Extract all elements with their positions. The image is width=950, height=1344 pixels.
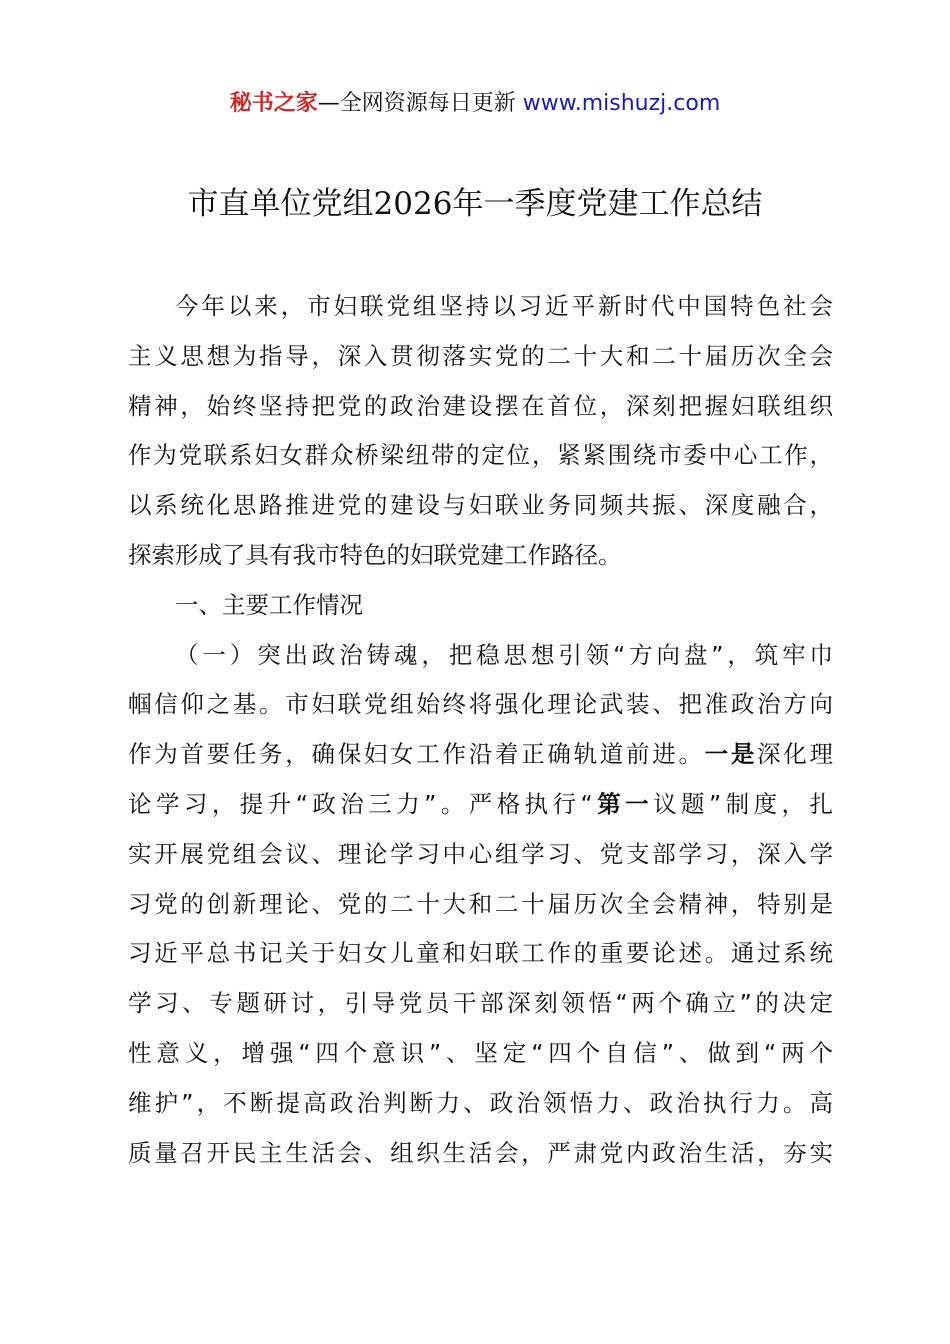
paragraph-line: 维护”，不断提高政治判断力、政治领悟力、政治执行力。高 [128, 1088, 833, 1117]
site-header [0, 88, 950, 120]
line-text: 论学习，提升“政治三力”。严格执行“ [128, 789, 593, 818]
paragraph-line: 习党的创新理论、党的二十大和二十届历次全会精神，特别是 [128, 889, 833, 918]
line-text: 深化理 [757, 740, 833, 769]
paragraph-line: 实开展党组会议、理论学习中心组学习、党支部学习，深入学 [128, 839, 833, 868]
site-tagline: —全网资源每日更新 [317, 91, 523, 116]
document-title: 市直单位党组2026年一季度党建工作总结 [187, 186, 763, 222]
paragraph-line: 精神，始终坚持把党的政治建设摆在首位，深刻把握妇联组织 [128, 391, 833, 420]
paragraph-line: 帼信仰之基。市妇联党组始终将强化理论武装、把准政治方向 [128, 690, 833, 719]
paragraph-line: 学习、专题研讨，引导党员干部深刻领悟“两个确立”的决定 [128, 989, 833, 1018]
paragraph-line [128, 730, 833, 780]
paragraph-line: 探索形成了具有我市特色的妇联党建工作路径。 [128, 540, 622, 569]
paragraph-line: 今年以来，市妇联党组坚持以习近平新时代中国特色社会 [175, 292, 833, 320]
paragraph-line: 质量召开民主生活会、组织生活会，严肃党内政治生活，夯实 [128, 1138, 833, 1167]
paragraph-line: 性意义，增强“四个意识”、坚定“四个自信”、做到“两个 [128, 1038, 833, 1067]
paragraph-line: 习近平总书记关于妇女儿童和妇联工作的重要论述。通过系统 [128, 939, 833, 968]
line-text: 作为首要任务，确保妇女工作沿着正确轨道前进。 [128, 740, 705, 769]
paragraph-line: 以系统化思路推进党的建设与妇联业务同频共振、深度融合， [128, 491, 833, 520]
line-text: 议题”制度，扎 [653, 789, 833, 818]
site-brand: 秘书之家 [229, 91, 318, 116]
paragraph-line: 主义思想为指导，深入贯彻落实党的二十大和二十届历次全会 [128, 341, 833, 370]
emphasis-text: 第一 [592, 789, 654, 818]
site-url-link[interactable]: www.mishuzj.com [522, 91, 721, 116]
emphasis-text: 一是 [704, 740, 758, 769]
subsection-heading-line: （一）突出政治铸魂，把稳思想引领“方向盘”，筑牢巾 [175, 640, 833, 669]
paragraph-line [128, 780, 833, 830]
intro-paragraph [128, 282, 833, 1178]
section-heading: 一、主要工作情况 [175, 590, 363, 619]
paragraph-line: 作为党联系妇女群众桥梁纽带的定位，紧紧围绕市委中心工作， [128, 441, 833, 470]
